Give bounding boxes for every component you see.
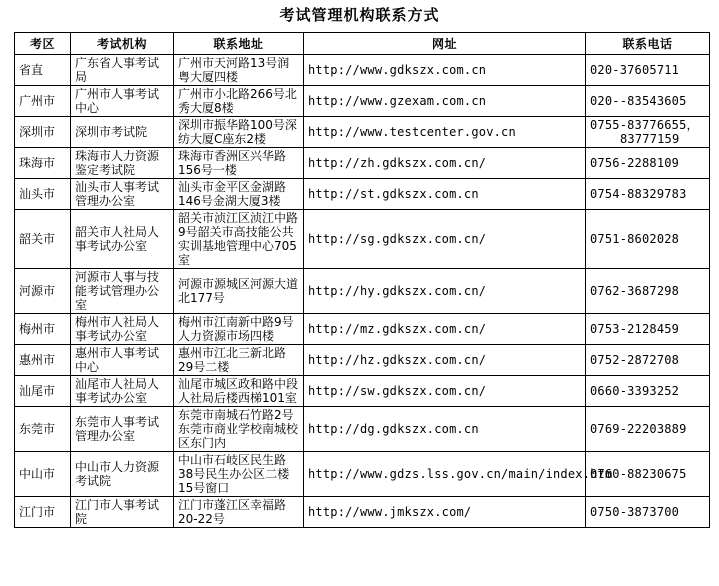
- column-header-website: 网址: [304, 33, 586, 55]
- cell-website[interactable]: http://sg.gdkszx.com.cn/: [304, 210, 586, 269]
- cell-website[interactable]: http://hy.gdkszx.com.cn/: [304, 269, 586, 314]
- cell-phone: 0756-2288109: [586, 148, 710, 179]
- cell-agency: 梅州市人社局人事考试办公室: [71, 314, 174, 345]
- cell-website[interactable]: http://www.gzexam.com.cn: [304, 86, 586, 117]
- cell-address: 江门市蓬江区幸福路20-22号: [174, 497, 304, 528]
- cell-phone: 0751-8602028: [586, 210, 710, 269]
- phone-primary: 0755-83776655，: [590, 118, 699, 132]
- cell-phone: [586, 117, 710, 148]
- column-header-agency: 考试机构: [71, 33, 174, 55]
- cell-region: 汕尾市: [15, 376, 71, 407]
- cell-website[interactable]: http://www.gdkszx.com.cn: [304, 55, 586, 86]
- cell-region: 深圳市: [15, 117, 71, 148]
- cell-address: 汕尾市城区政和路中段人社局后楼西梯101室: [174, 376, 304, 407]
- cell-address: 珠海市香洲区兴华路156号一楼: [174, 148, 304, 179]
- cell-address: 广州市小北路266号北秀大厦8楼: [174, 86, 304, 117]
- table-row: [15, 407, 710, 452]
- column-header-address: 联系地址: [174, 33, 304, 55]
- column-header-region: 考区: [15, 33, 71, 55]
- table-body: [15, 55, 710, 528]
- cell-phone: 0750-3873700: [586, 497, 710, 528]
- cell-phone: 0762-3687298: [586, 269, 710, 314]
- table-row: [15, 497, 710, 528]
- phone-secondary: 83777159: [620, 132, 680, 146]
- cell-address: 广州市天河路13号润粤大厦四楼: [174, 55, 304, 86]
- cell-agency: 广州市人事考试中心: [71, 86, 174, 117]
- cell-agency: 江门市人事考试院: [71, 497, 174, 528]
- table-header: [15, 33, 710, 55]
- cell-agency: 广东省人事考试局: [71, 55, 174, 86]
- cell-website[interactable]: http://mz.gdkszx.com.cn/: [304, 314, 586, 345]
- cell-region: 韶关市: [15, 210, 71, 269]
- cell-agency: 深圳市考试院: [71, 117, 174, 148]
- table-header-row: [15, 33, 710, 55]
- cell-agency: 中山市人力资源考试院: [71, 452, 174, 497]
- cell-website[interactable]: http://st.gdkszx.com.cn: [304, 179, 586, 210]
- cell-region: 珠海市: [15, 148, 71, 179]
- cell-website[interactable]: http://dg.gdkszx.com.cn: [304, 407, 586, 452]
- cell-region: 省直: [15, 55, 71, 86]
- cell-website[interactable]: http://www.testcenter.gov.cn: [304, 117, 586, 148]
- table-row: [15, 86, 710, 117]
- table-row: [15, 376, 710, 407]
- table-row: [15, 452, 710, 497]
- cell-website[interactable]: http://www.gdzs.lss.gov.cn/main/index.htm: [304, 452, 586, 497]
- table-row: [15, 314, 710, 345]
- cell-phone: 0753-2128459: [586, 314, 710, 345]
- cell-region: 梅州市: [15, 314, 71, 345]
- cell-region: 惠州市: [15, 345, 71, 376]
- table-row: [15, 148, 710, 179]
- page-title: 考试管理机构联系方式: [279, 6, 440, 24]
- cell-phone: 020-37605711: [586, 55, 710, 86]
- table-row: [15, 55, 710, 86]
- cell-phone: 0752-2872708: [586, 345, 710, 376]
- table-row: [15, 345, 710, 376]
- cell-agency: 珠海市人力资源鉴定考试院: [71, 148, 174, 179]
- cell-address: 梅州市江南新中路9号人力资源市场四楼: [174, 314, 304, 345]
- cell-region: 汕头市: [15, 179, 71, 210]
- cell-agency: 河源市人事与技能考试管理办公室: [71, 269, 174, 314]
- cell-agency: 韶关市人社局人事考试办公室: [71, 210, 174, 269]
- cell-phone: 0760-88230675: [586, 452, 710, 497]
- cell-website[interactable]: http://sw.gdkszx.com.cn/: [304, 376, 586, 407]
- cell-region: 河源市: [15, 269, 71, 314]
- cell-address: 深圳市振华路100号深纺大厦C座东2楼: [174, 117, 304, 148]
- table-row: [15, 269, 710, 314]
- cell-website[interactable]: http://zh.gdkszx.com.cn/: [304, 148, 586, 179]
- cell-region: 江门市: [15, 497, 71, 528]
- cell-address: 汕头市金平区金湖路146号金湖大厦3楼: [174, 179, 304, 210]
- cell-phone: 0769-22203889: [586, 407, 710, 452]
- cell-phone: 0660-3393252: [586, 376, 710, 407]
- cell-agency: 东莞市人事考试管理办公室: [71, 407, 174, 452]
- contact-table: [14, 32, 710, 528]
- cell-region: 东莞市: [15, 407, 71, 452]
- cell-region: 中山市: [15, 452, 71, 497]
- cell-region: 广州市: [15, 86, 71, 117]
- cell-agency: 惠州市人事考试中心: [71, 345, 174, 376]
- cell-agency: 汕尾市人社局人事考试办公室: [71, 376, 174, 407]
- cell-address: 中山市石岐区民生路38号民生办公区二楼15号窗口: [174, 452, 304, 497]
- cell-address: 东莞市南城石竹路2号东莞市商业学校南城校区东门内: [174, 407, 304, 452]
- cell-agency: 汕头市人事考试管理办公室: [71, 179, 174, 210]
- cell-website[interactable]: http://www.jmkszx.com/: [304, 497, 586, 528]
- table-row: [15, 179, 710, 210]
- cell-website[interactable]: http://hz.gdkszx.com.cn/: [304, 345, 586, 376]
- column-header-phone: 联系电话: [586, 33, 710, 55]
- cell-address: 河源市源城区河源大道北177号: [174, 269, 304, 314]
- cell-phone: 0754-88329783: [586, 179, 710, 210]
- cell-address: 惠州市江北三新北路29号二楼: [174, 345, 304, 376]
- cell-phone: 020--83543605: [586, 86, 710, 117]
- table-row: [15, 210, 710, 269]
- cell-address: 韶关市浈江区浈江中路9号韶关市高技能公共实训基地管理中心705室: [174, 210, 304, 269]
- table-row: [15, 117, 710, 148]
